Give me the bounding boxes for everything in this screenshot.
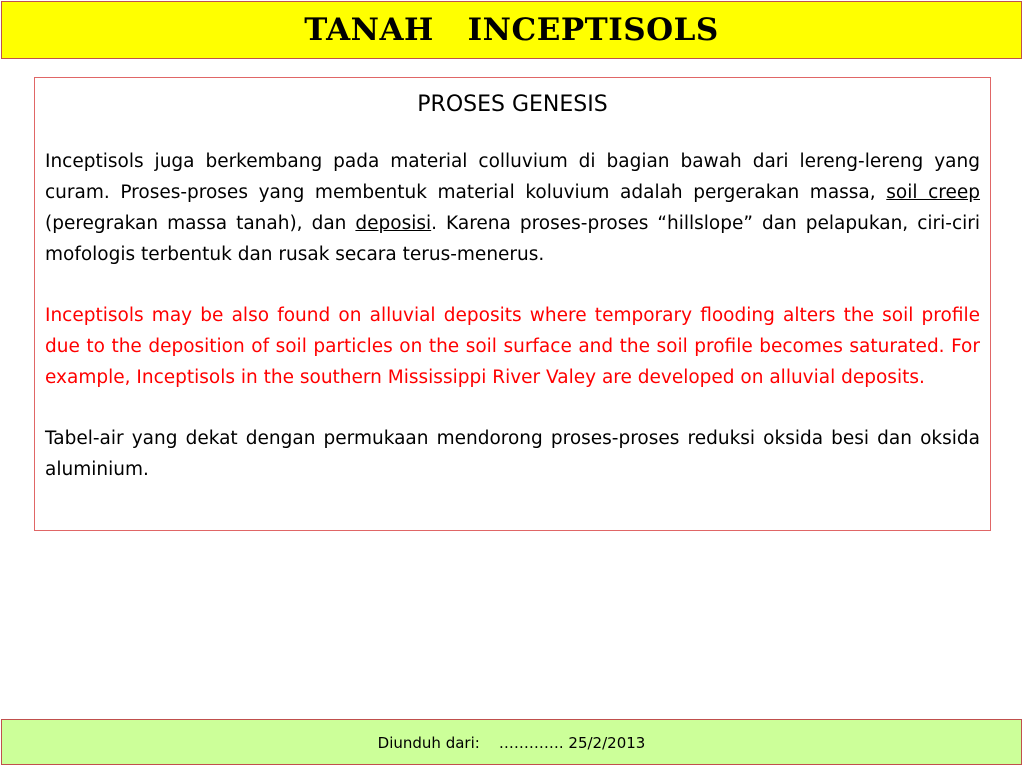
content-box (34, 77, 991, 531)
paragraph-colluvium-text-2: (peregrakan massa tanah), dan (45, 213, 356, 234)
soil-creep-term: soil creep (886, 182, 981, 203)
paragraph-colluvium (45, 146, 980, 270)
paragraph-colluvium-text-1: Inceptisols juga berkembang pada material colluvium di bagian bawah dari lereng-lereng yang curam. Proses-proses yang membentuk material koluvium adalah pergerakan massa, (45, 151, 980, 203)
footer-banner (1, 719, 1022, 765)
page-title: TANAH INCEPTISOLS (304, 12, 719, 48)
deposisi-term: deposisi (355, 213, 432, 234)
title-banner (1, 1, 1022, 59)
paragraph-colluvium-text-3: . Karena proses-proses “hillslope” dan pelapukan, ciri-ciri mofologis terbentuk dan rusak secara terus-menerus. (45, 213, 980, 265)
paragraph-water-table: Tabel-air yang dekat dengan permukaan mendorong proses-proses reduksi oksida besi dan oksida aluminium. (45, 428, 980, 480)
paragraph-alluvial: Inceptisols may be also found on alluvial deposits where temporary flooding alters the soil profile due to the deposition of soil particles on the soil surface and the soil profile becomes saturated. For example, Inceptisols in the southern Mississippi River Valey are developed on alluvial deposits. (45, 305, 980, 388)
footer-source-text: Diunduh dari: …………. 25/2/2013 (377, 734, 646, 752)
section-heading: PROSES GENESIS (417, 92, 608, 117)
